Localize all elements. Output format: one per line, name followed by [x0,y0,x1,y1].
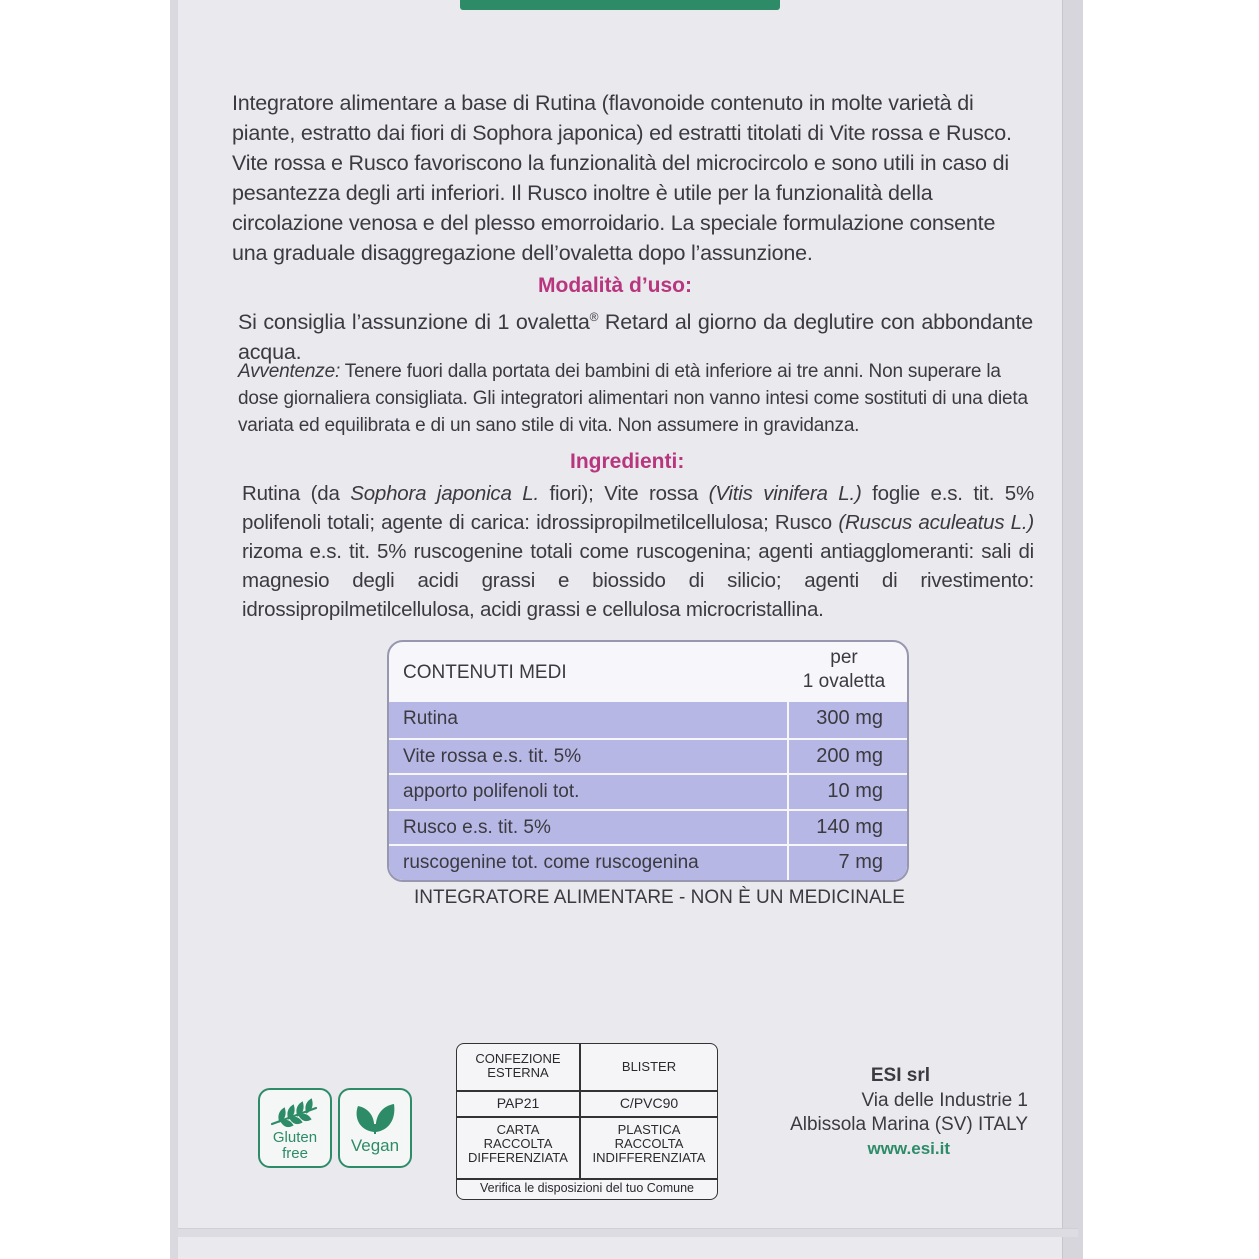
nutrition-rows [389,702,907,880]
warning-text: Tenere fuori dalla portata dei bambini di età inferiore ai tre anni. Non superare la dose giornaliera consigliata. Gli integratori alimentari non vanno intesi come sostituti di una dieta variata ed equilibrata e di un sano stile di vita. Non assumere in gravidanza. [238,361,1028,436]
recycling-text: RACCOLTA [483,1136,553,1151]
nutrient-value: 300 mg [816,707,883,729]
free-label: free [282,1145,308,1162]
recycling-table [456,1043,718,1200]
registered-mark: ® [589,310,599,324]
wheat-icon [260,1094,330,1134]
recycling-text: CARTA [496,1122,540,1137]
outer-package-code: PAP21 [496,1095,540,1111]
manufacturer-info [760,1063,1028,1161]
usage-heading: Modalità d’uso: [538,274,692,297]
per-unit-label: 1 ovaletta [802,671,886,692]
recycling-text: DIFFERENZIATA [468,1150,568,1165]
warning-label: Avventenze: [238,361,341,382]
leaf-icon [340,1094,410,1138]
recycling-text: PLASTICA [617,1122,681,1137]
nutrition-row [389,702,907,738]
company-website-link[interactable]: www.esi.it [867,1139,950,1158]
nutrient-name: apporto polifenoli tot. [403,781,580,803]
recycling-note: Verifica le disposizioni del tuo Comune [479,1181,694,1195]
nutrition-row [389,844,907,882]
per-label: per [830,647,858,668]
usage-text-2: Retard al giorno da deglutire con abbondante acqua. [238,310,1033,365]
nutrition-row [389,738,907,776]
blister-header: BLISTER [621,1059,677,1074]
recycling-text: INDIFFERENZIATA [592,1150,706,1165]
not-a-medicine-notice: INTEGRATORE ALIMENTARE - NON È UN MEDICINALE [414,887,905,908]
recycling-text: RACCOLTA [614,1136,684,1151]
product-description: Integratore alimentare a base di Rutina (flavonoide contenuto in molte varietà di piante, estratto dai fiori di Sophora japonica) ed estratti titolati di Vite rossa e Rusco. Vite rossa e Rusco favoriscono la funzionalità del microcircolo e sono utili in caso di pesantezza degli arti inferiori. Il Rusco inoltre è utile per la funzionalità della circolazione venosa e del plesso emorroidario. La speciale formulazione consente una graduale disaggregazione dell’ovaletta dopo l’assunzione. [232,91,1012,265]
ingredients-italic-1: Sophora japonica L. [350,482,539,505]
company-address-city: Albissola Marina (SV) ITALY [790,1114,1028,1135]
blister-disposal [581,1123,717,1165]
nutrient-value: 7 mg [838,851,883,874]
nutrition-column-divider [787,702,789,880]
company-name: ESI srl [870,1065,930,1086]
nutrient-value: 10 mg [827,780,883,803]
ingredients-part-3: foglie e.s. tit. 5% polifenoli totali; agente di carica: idrossipropilmetilcellulosa; Rusco [242,482,1035,534]
nutrition-row [389,773,907,811]
nutrition-header-per [784,646,904,694]
box-right-side [1062,0,1083,1259]
box-bottom-edge [178,1228,1078,1237]
recycling-row-divider [457,1116,717,1118]
ingredients-part-1: Rutina (da [242,482,351,505]
ingredients-part-2: fiori); Vite rossa [538,482,709,505]
ingredients-heading: Ingredienti: [570,450,685,473]
nutrient-name: Rutina [403,708,458,729]
vegan-badge [338,1088,412,1168]
warnings [238,358,1038,439]
nutrient-name: ruscogenine tot. come ruscogenina [403,852,699,874]
vegan-label: Vegan [350,1136,400,1155]
ingredients-part-4: rizoma e.s. tit. 5% ruscogenine totali come ruscogenina; agenti antiagglomeranti: sali di magnesio degli acidi grassi e biossido di silicio; agenti di rivestimento: idrossipropilmetilcellulosa, acidi grassi e cellulosa microcristallina. [242,540,1034,621]
blister-code: C/PVC90 [619,1095,679,1111]
recycling-row-divider [457,1090,717,1092]
recycling-text: ESTERNA [487,1065,549,1080]
nutrient-name: Vite rossa e.s. tit. 5% [403,745,582,767]
top-green-stripe [460,0,780,10]
ingredients-italic-3: (Ruscus aculeatus L.) [838,511,1034,534]
recycling-text: CONFEZIONE [475,1051,561,1066]
gluten-free-badge [258,1088,332,1168]
nutrition-header [389,642,907,702]
gluten-label: Gluten [272,1129,318,1146]
usage-text-1: Si consiglia l’assunzione di 1 ovaletta [238,310,590,335]
nutrient-name: Rusco e.s. tit. 5% [403,816,551,838]
recycling-row-divider [457,1178,717,1180]
ingredients-list [242,479,1034,624]
nutrition-header-label: CONTENUTI MEDI [403,662,567,683]
ingredients-italic-2: (Vitis vinifera L.) [708,482,862,505]
outer-package-header [457,1052,579,1080]
nutrient-value: 200 mg [816,744,883,767]
company-address-street: Via delle Industrie 1 [861,1090,1028,1111]
outer-package-disposal [457,1123,579,1165]
nutrition-row [389,809,907,847]
nutrition-table [387,640,909,882]
nutrient-value: 140 mg [816,815,883,838]
